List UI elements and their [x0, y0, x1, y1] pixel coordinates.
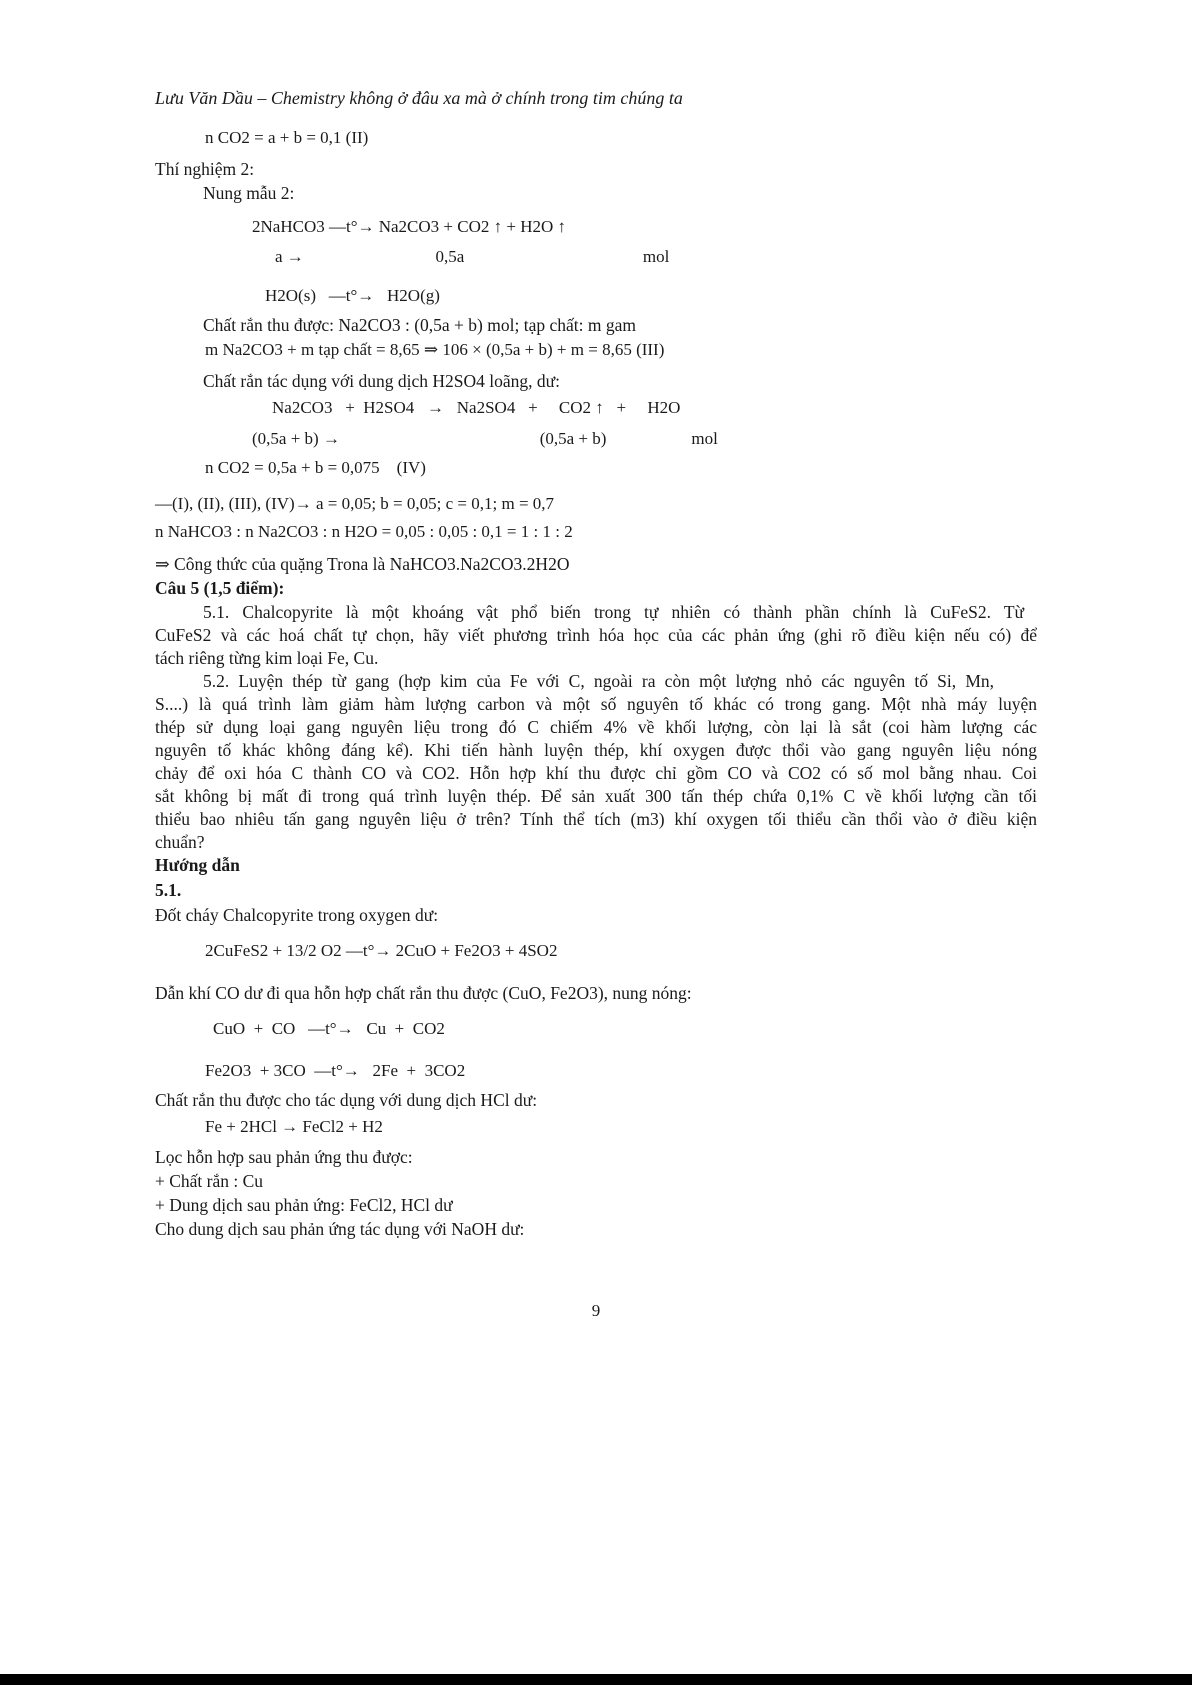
paragraph-line: nguyên tố khác không đáng kể). Khi tiến hành luyện thép, khí oxygen được thổi vào gang nguyên liệu nóng [155, 740, 1037, 760]
text-line: Chất rắn thu được: Na2CO3 : (0,5a + b) mol; tạp chất: m gam [203, 315, 636, 335]
guide-heading: Hướng dẫn [155, 855, 240, 875]
equation-line: m Na2CO3 + m tạp chất = 8,65 ⇒ 106 × (0,5a + b) + m = 8,65 (III) [205, 340, 665, 359]
text-line: + Dung dịch sau phản ứng: FeCl2, HCl dư [155, 1195, 453, 1215]
text-line: Thí nghiệm 2: [155, 159, 255, 179]
equation-line: CuO + CO —t°→ Cu + CO2 [213, 1019, 445, 1038]
text-line: Chất rắn thu được cho tác dụng với dung dịch HCl dư: [155, 1090, 538, 1110]
equation-line: (0,5a + b) → (0,5a + b) mol [252, 429, 718, 448]
equation-line: —(I), (II), (III), (IV)→ a = 0,05; b = 0,05; c = 0,1; m = 0,7 [155, 494, 555, 513]
paragraph-line: S....) là quá trình làm giảm hàm lượng carbon và một số nguyên tố khác có trong gang. Một nhà máy luyện [155, 694, 1037, 714]
page-header: Lưu Văn Dầu – Chemistry không ở đâu xa mà ở chính trong tim chúng ta [155, 88, 683, 108]
paragraph-line: chảy để oxi hóa C thành CO và CO2. Hỗn hợp khí thu được chỉ gồm CO và CO2 có số mol bằng nhau. Coi [155, 763, 1037, 783]
paragraph-line: 5.2. Luyện thép từ gang (hợp kim của Fe với C, ngoài ra còn một lượng nhỏ các nguyên tố Si, Mn, [203, 671, 994, 691]
text-line: Chất rắn tác dụng với dung dịch H2SO4 loãng, dư: [203, 371, 561, 391]
paragraph-line: thiểu bao nhiêu tấn gang nguyên liệu ở trên? Tính thể tích (m3) khí oxygen tối thiểu cần thổi vào ở điều kiện [155, 809, 1037, 829]
sub-heading: 5.1. [155, 880, 182, 900]
equation-line: Na2CO3 + H2SO4 → Na2SO4 + CO2 ↑ + H2O [272, 398, 681, 417]
paragraph-line: thép sử dụng loại gang nguyên liệu trong đó C chiếm 4% về khối lượng, còn lại là sắt (coi hàm lượng các [155, 717, 1037, 737]
equation-line: n CO2 = 0,5a + b = 0,075 (IV) [205, 458, 426, 477]
text-line: Đốt cháy Chalcopyrite trong oxygen dư: [155, 905, 439, 925]
text-line: Lọc hỗn hợp sau phản ứng thu được: [155, 1147, 413, 1167]
text-line: Nung mẫu 2: [203, 183, 295, 203]
equation-line: n NaHCO3 : n Na2CO3 : n H2O = 0,05 : 0,05 : 0,1 = 1 : 1 : 2 [155, 522, 573, 541]
paragraph-line: tách riêng từng kim loại Fe, Cu. [155, 648, 379, 668]
equation-line: a → 0,5a mol [275, 247, 670, 266]
equation-line: 2NaHCO3 —t°→ Na2CO3 + CO2 ↑ + H2O ↑ [252, 217, 567, 236]
equation-line: n CO2 = a + b = 0,1 (II) [205, 128, 369, 147]
paragraph-line: chuẩn? [155, 832, 205, 852]
equation-line: Fe2O3 + 3CO —t°→ 2Fe + 3CO2 [205, 1061, 466, 1080]
paragraph-line: CuFeS2 và các hoá chất tự chọn, hãy viết phương trình hóa học của các phản ứng (ghi rõ điều kiện nếu có) để [155, 625, 1037, 645]
equation-line: H2O(s) —t°→ H2O(g) [265, 286, 440, 305]
text-line: Cho dung dịch sau phản ứng tác dụng với NaOH dư: [155, 1219, 525, 1239]
paragraph-line: 5.1. Chalcopyrite là một khoáng vật phổ biến trong tự nhiên có thành phần chính là CuFeS2. Từ [203, 602, 1024, 622]
bottom-edge-bar [0, 1674, 1192, 1685]
page-number: 9 [591, 1301, 601, 1320]
question-heading: Câu 5 (1,5 điểm): [155, 578, 285, 598]
equation-line: 2CuFeS2 + 13/2 O2 —t°→ 2CuO + Fe2O3 + 4SO2 [205, 941, 558, 960]
paragraph-line: sắt không bị mất đi trong quá trình luyện thép. Để sản xuất 300 tấn thép chứa 0,1% C về khối lượng cần tối [155, 786, 1037, 806]
equation-line: Fe + 2HCl → FeCl2 + H2 [205, 1117, 383, 1136]
text-line: ⇒ Công thức của quặng Trona là NaHCO3.Na2CO3.2H2O [155, 554, 570, 574]
text-line: Dẫn khí CO dư đi qua hỗn hợp chất rắn thu được (CuO, Fe2O3), nung nóng: [155, 983, 692, 1003]
text-line: + Chất rắn : Cu [155, 1171, 264, 1191]
